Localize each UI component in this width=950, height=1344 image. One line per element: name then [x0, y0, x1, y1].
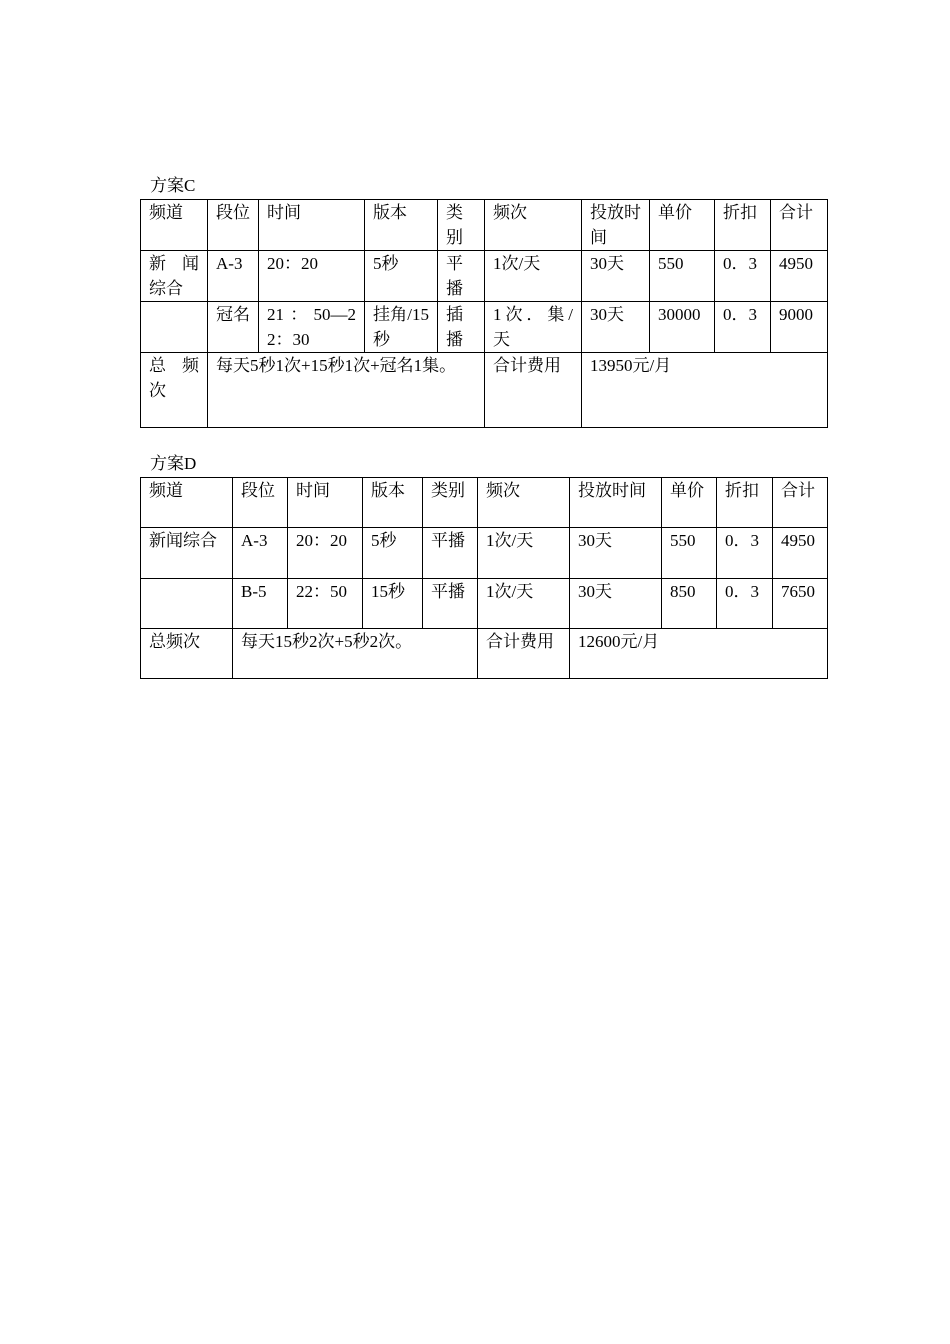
table-header-row — [141, 200, 828, 251]
table-row — [141, 579, 828, 629]
table-cell: 4950 — [773, 528, 828, 579]
table-cell: 15秒 — [363, 579, 423, 629]
table-cell: 4950 — [771, 251, 828, 302]
plan-d-title: 方案D — [150, 454, 197, 473]
table-cell: 850 — [662, 579, 717, 629]
header-cell: 单价 — [662, 478, 717, 528]
table-cell: 0．3 — [717, 528, 773, 579]
summary-row — [141, 353, 828, 428]
table-cell: 0．3 — [715, 302, 771, 353]
header-cell: 频道 — [141, 200, 208, 251]
table-cell: 插播 — [438, 302, 485, 353]
header-cell: 时间 — [259, 200, 365, 251]
header-cell: 折扣 — [717, 478, 773, 528]
table-cell: 5秒 — [365, 251, 438, 302]
header-cell: 合计 — [771, 200, 828, 251]
summary-text: 每天5秒1次+15秒1次+冠名1集。 — [208, 353, 485, 428]
table-cell: 平播 — [423, 579, 478, 629]
summary-label: 总频次 — [141, 353, 208, 428]
table-cell: B-5 — [233, 579, 288, 629]
table-cell: 30天 — [570, 579, 662, 629]
table-cell: 1次/天 — [485, 251, 582, 302]
table-cell: 新闻综合 — [141, 528, 233, 579]
table-cell: A-3 — [233, 528, 288, 579]
table-cell: 挂角/15秒 — [365, 302, 438, 353]
table-cell: 9000 — [771, 302, 828, 353]
table-cell — [141, 302, 208, 353]
header-cell: 类别 — [423, 478, 478, 528]
plan-d-table — [140, 477, 828, 679]
table-cell: 7650 — [773, 579, 828, 629]
table-cell: 平播 — [438, 251, 485, 302]
header-cell: 合计 — [773, 478, 828, 528]
table-row — [141, 528, 828, 579]
table-cell: 1次．集/天 — [485, 302, 582, 353]
table-cell: 30天 — [582, 251, 650, 302]
plan-c-title: 方案C — [150, 176, 196, 195]
header-cell: 类别 — [438, 200, 485, 251]
table-cell: 20：20 — [288, 528, 363, 579]
header-cell: 版本 — [365, 200, 438, 251]
summary-text: 每天15秒2次+5秒2次。 — [233, 629, 478, 679]
table-cell: 冠名 — [208, 302, 259, 353]
table-cell: 0．3 — [717, 579, 773, 629]
table-cell: 1次/天 — [478, 579, 570, 629]
table-cell: 新闻综合 — [141, 251, 208, 302]
header-cell: 投放时间 — [582, 200, 650, 251]
header-cell: 频道 — [141, 478, 233, 528]
plan-c-table — [140, 199, 828, 428]
table-cell: 550 — [650, 251, 715, 302]
summary-label: 总频次 — [141, 629, 233, 679]
header-cell: 时间 — [288, 478, 363, 528]
table-cell — [141, 579, 233, 629]
cost-value: 12600元/月 — [570, 629, 828, 679]
summary-row — [141, 629, 828, 679]
table-cell: 20：20 — [259, 251, 365, 302]
table-row — [141, 251, 828, 302]
table-cell: 30天 — [570, 528, 662, 579]
table-cell: 22：50 — [288, 579, 363, 629]
table-cell: 21：50—22：30 — [259, 302, 365, 353]
table-cell: 30天 — [582, 302, 650, 353]
header-cell: 频次 — [478, 478, 570, 528]
table-cell: 平播 — [423, 528, 478, 579]
table-cell: 30000 — [650, 302, 715, 353]
header-cell: 投放时间 — [570, 478, 662, 528]
header-cell: 段位 — [208, 200, 259, 251]
header-cell: 频次 — [485, 200, 582, 251]
header-cell: 单价 — [650, 200, 715, 251]
table-cell: 1次/天 — [478, 528, 570, 579]
table-cell: 5秒 — [363, 528, 423, 579]
header-cell: 段位 — [233, 478, 288, 528]
table-row — [141, 302, 828, 353]
cost-label: 合计费用 — [478, 629, 570, 679]
header-cell: 版本 — [363, 478, 423, 528]
table-cell: 0．3 — [715, 251, 771, 302]
table-header-row — [141, 478, 828, 528]
cost-value: 13950元/月 — [582, 353, 828, 428]
cost-label: 合计费用 — [485, 353, 582, 428]
table-cell: 550 — [662, 528, 717, 579]
header-cell: 折扣 — [715, 200, 771, 251]
table-cell: A-3 — [208, 251, 259, 302]
